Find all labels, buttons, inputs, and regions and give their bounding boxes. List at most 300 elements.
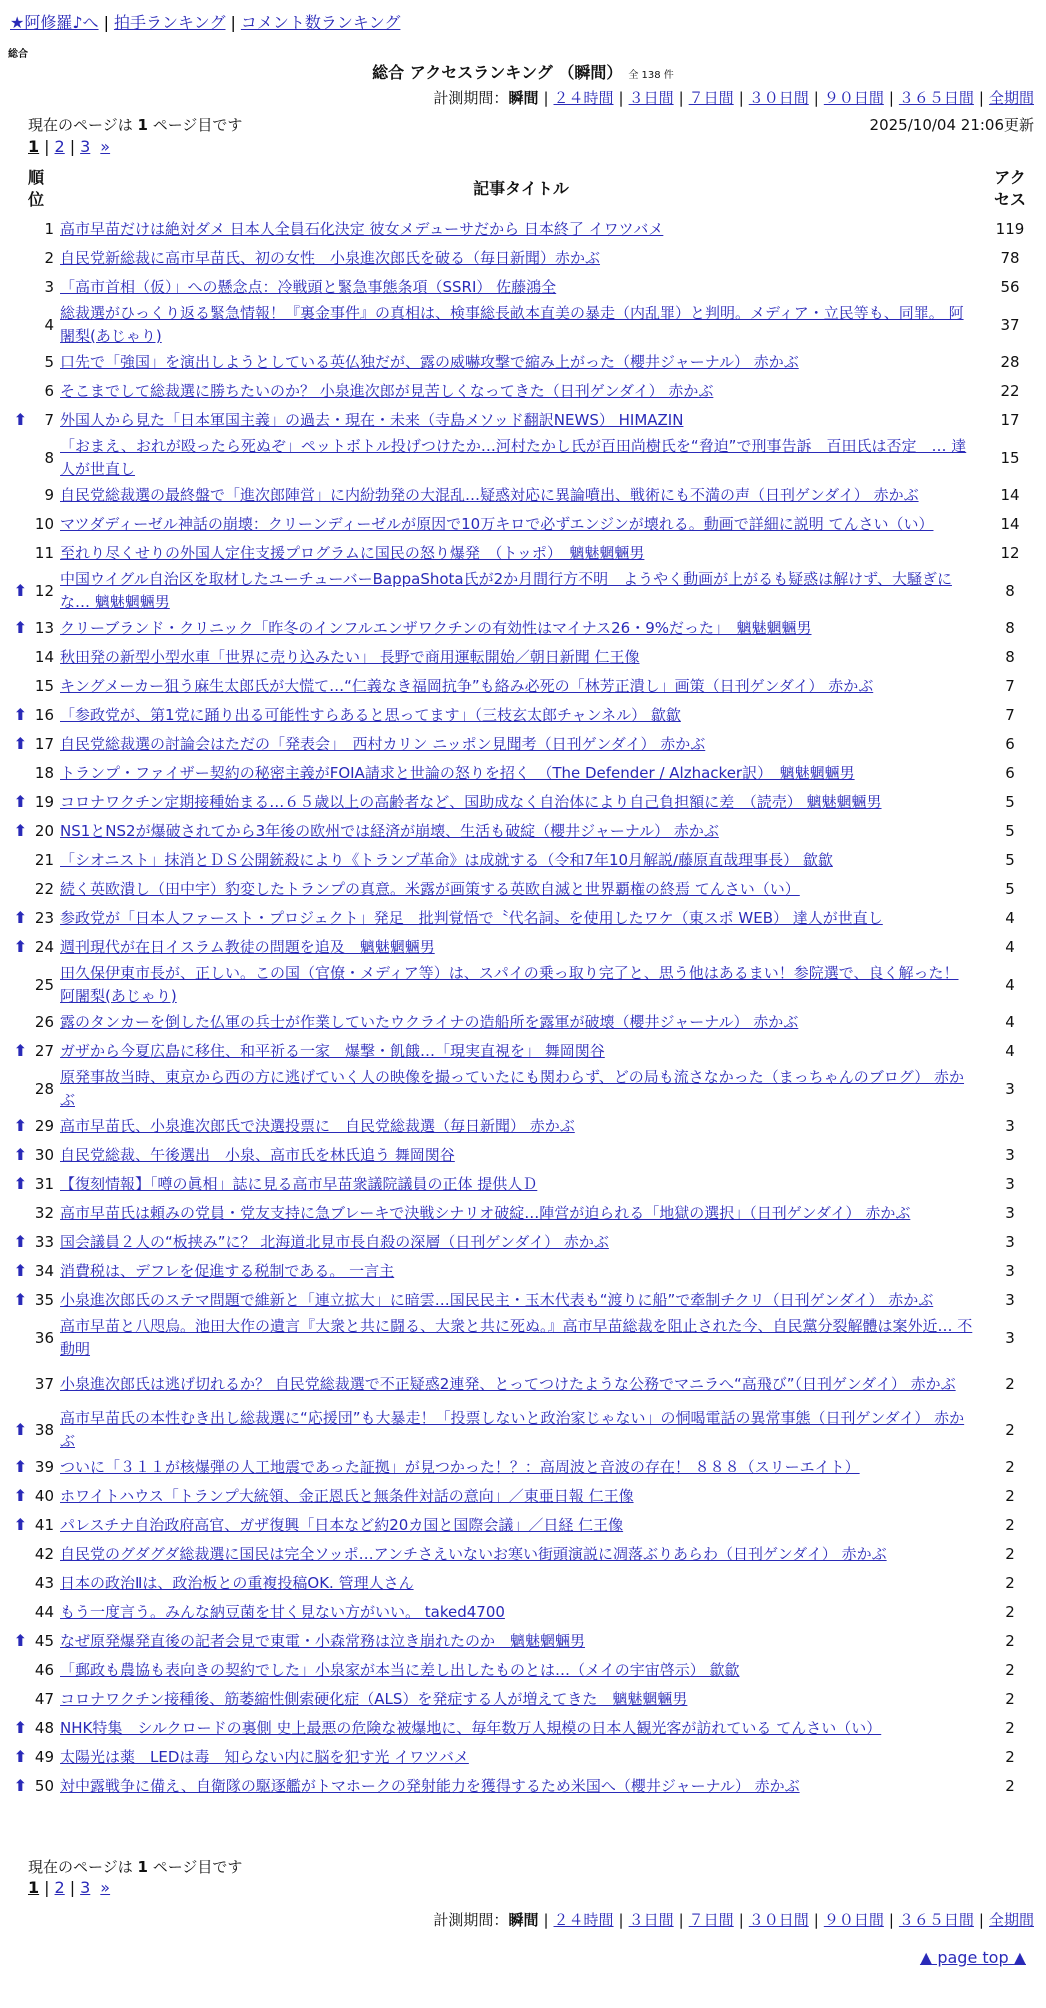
table-row: [10, 273, 1036, 302]
rank-cell: 1: [44, 220, 54, 238]
title-cell: [58, 1315, 984, 1361]
period-selector-bottom: [433, 1909, 1034, 1930]
article-link[interactable]: 「シオニスト」抹消とＤＳ公開銃殺により《トランプ革命》は成就する（令和7年10月解説/藤原直哉理事長） 歙歙: [60, 851, 833, 869]
access-count: 6: [1005, 735, 1015, 753]
trend-cell: [10, 244, 31, 273]
period-link-7[interactable]: 全期間: [988, 1911, 1034, 1929]
article-link[interactable]: コロナワクチン定期接種始まる…６５歳以上の高齢者など、国助成なく自治体により自己負担額に差 （読売） 魑魅魍魎男: [60, 793, 882, 811]
period-link-4[interactable]: ３０日間: [748, 1911, 809, 1929]
up-arrow-icon: ⬆: [13, 821, 28, 840]
home-link[interactable]: ★阿修羅♪へ: [10, 13, 99, 32]
rank-cell: 27: [34, 1042, 54, 1060]
period-link-2[interactable]: ３日間: [628, 1911, 674, 1929]
access-count: 3: [1005, 1204, 1015, 1222]
up-arrow-icon: ⬆: [13, 1232, 28, 1251]
title-cell: [58, 435, 984, 481]
article-link[interactable]: 「郵政も農協も表向きの契約でした」小泉家が本当に差し出したものとは…（メイの宇宙啓示） 歙歙: [60, 1661, 740, 1679]
article-link[interactable]: ついに「３１１が核爆弾の人工地震であった証拠」が見つかった！？：高周波と音波の存在！ ８８８（スリーエイト）: [60, 1458, 860, 1476]
page-top-link[interactable]: ▲ page top ▲: [919, 1948, 1026, 1967]
table-row: [10, 1407, 1036, 1453]
title-cell: [58, 1407, 984, 1453]
trend-cell: [10, 1569, 31, 1598]
trend-cell: [10, 1772, 31, 1801]
trend-cell: [10, 1257, 31, 1286]
article-link[interactable]: 原発事故当時、東京から西の方に逃げていく人の映像を撮っていたにも関わらず、どの局も流さなかった（まっちゃんのブログ） 赤かぶ: [60, 1068, 965, 1109]
article-link[interactable]: もう一度言う。みんな納豆菌を甘く見ない方がいい。 taked4700: [60, 1603, 505, 1621]
table-row: [10, 962, 1036, 1008]
table-row: [10, 1714, 1036, 1743]
access-count: 7: [1005, 706, 1015, 724]
article-link[interactable]: クリーブランド・クリニック「昨冬のインフルエンザワクチンの有効性はマイナス26・9%だった」 魑魅魍魎男: [60, 619, 812, 637]
rank-cell: 5: [44, 353, 54, 371]
article-link[interactable]: 「おまえ、おれが殴ったら死ぬぞ」ペットボトル投げつけたか…河村たかし氏が百田尚樹氏を“脅迫”で刑事告訴 百田氏は否定 … 達人が世直し: [60, 437, 967, 478]
article-link[interactable]: 小泉進次郎氏は逃げ切れるか？ 自民党総裁選で不正疑惑2連発、とってつけたような公務でマニラへ“高飛び”（日刊ゲンダイ） 赤かぶ: [60, 1374, 956, 1393]
rank-cell: 42: [34, 1545, 54, 1563]
trend-cell: [10, 1627, 31, 1656]
period-label: 計測期間：: [433, 89, 509, 107]
trend-cell: [10, 215, 31, 244]
title-cell: [58, 348, 984, 377]
trend-cell: [10, 510, 31, 539]
trend-cell: [10, 846, 31, 875]
table-row: [10, 510, 1036, 539]
rank-cell: 45: [34, 1632, 54, 1650]
access-count: 2: [1005, 1632, 1015, 1650]
trend-cell: [10, 539, 31, 568]
trend-cell: [10, 875, 31, 904]
article-link[interactable]: NHK特集 シルクロードの裏側 史上最悪の危険な被爆地に、毎年数万人規模の日本人観光客が訪れている てんさい（い）: [60, 1719, 882, 1737]
access-count: 2: [1005, 1777, 1015, 1795]
trend-cell: [10, 1656, 31, 1685]
trend-cell: [10, 273, 31, 302]
article-link[interactable]: 「高市首相（仮）」への懸念点：冷戦頭と緊急事態条項（SSRI） 佐藤鴻全: [60, 278, 557, 296]
article-link[interactable]: 高市早苗だけは絶対ダメ 日本人全員石化決定 彼女メデューサだから 日本終了 イワツバメ: [60, 220, 664, 238]
rank-cell: 21: [34, 851, 54, 869]
up-arrow-icon: ⬆: [13, 1174, 28, 1193]
access-count: 2: [1005, 1574, 1015, 1592]
article-link[interactable]: 参政党が「日本人ファースト・プロジェクト」発足 批判覚悟で〝代名詞〟を使用したワケ（東スポ WEB） 達人が世直し: [60, 909, 883, 927]
pager-bottom: [28, 1878, 110, 1897]
title-cell: [58, 1141, 984, 1170]
rank-cell: 50: [34, 1777, 54, 1795]
article-link[interactable]: 秋田発の新型小型水車「世界に売り込みたい」 長野で商用運転開始／朝日新聞 仁王像: [60, 648, 640, 666]
access-count: 2: [1005, 1420, 1015, 1439]
access-count: 2: [1005, 1690, 1015, 1708]
rank-cell: 41: [34, 1516, 54, 1534]
table-row: [10, 215, 1036, 244]
title-cell: [58, 817, 984, 846]
up-arrow-icon: ⬆: [13, 705, 28, 724]
rank-cell: 23: [34, 909, 54, 927]
table-row: [10, 1199, 1036, 1228]
table-row: [10, 1598, 1036, 1627]
article-link[interactable]: コロナワクチン接種後、筋萎縮性側索硬化症（ALS）を発症する人が増えてきた 魑魅魍魎男: [60, 1690, 688, 1708]
period-link-5[interactable]: ９０日間: [823, 1911, 884, 1929]
title-cell: [58, 1685, 984, 1714]
title-cell: [58, 539, 984, 568]
article-link[interactable]: ホワイトハウス「トランプ大統領、金正恩氏と無条件対話の意向」／東亜日報 仁王像: [60, 1487, 634, 1505]
article-link[interactable]: ガザから今夏広島に移住、和平祈る一家 爆撃・飢餓…「現実直視を」 舞岡関谷: [60, 1042, 605, 1060]
up-arrow-icon: ⬆: [13, 410, 28, 429]
rank-cell: 9: [44, 486, 54, 504]
article-link[interactable]: 日本の政治Ⅱは、政治板との重複投稿OK. 管理人さん: [60, 1574, 414, 1592]
up-arrow-icon: ⬆: [13, 1718, 28, 1737]
period-link-1[interactable]: ２４時間: [553, 1911, 614, 1929]
table-row: [10, 788, 1036, 817]
trend-cell: [10, 1743, 31, 1772]
article-link[interactable]: 「参政党が、第1党に踊り出る可能性すらあると思ってます」（三枝玄太郎チャンネル） 歙歙: [60, 706, 681, 724]
title-cell: [58, 846, 984, 875]
trend-cell: [10, 1228, 31, 1257]
article-link[interactable]: 露のタンカーを倒した仏軍の兵士が作業していたウクライナの造船所を露軍が破壊（櫻井ジャーナル） 赤かぶ: [60, 1013, 799, 1031]
title-cell: [58, 406, 984, 435]
access-count: 3: [1005, 1262, 1015, 1280]
rank-header: 順位: [27, 168, 44, 209]
access-count: 56: [1000, 278, 1020, 296]
trend-cell: [10, 730, 31, 759]
rank-cell: 3: [44, 278, 54, 296]
trend-cell: [10, 1540, 31, 1569]
period-link-4[interactable]: ３０日間: [748, 89, 809, 107]
table-row: [10, 904, 1036, 933]
title-cell: [58, 730, 984, 759]
period-link-1[interactable]: ２４時間: [553, 89, 614, 107]
article-link[interactable]: 太陽光は薬 LEDは毒 知らない内に脳を犯す光 イワツバメ: [60, 1748, 469, 1766]
page-title-text: 総合 アクセスランキング （瞬間）: [372, 63, 623, 82]
article-link[interactable]: 中国ウイグル自治区を取材したユーチューバーBappaShota氏が2か月間行方不明 ようやく動画が上がるも疑惑は解けず、大騒ぎにな… 魑魅魍魎男: [60, 570, 952, 611]
period-link-3[interactable]: ７日間: [688, 1911, 734, 1929]
title-cell: [58, 481, 984, 510]
period-separator: |: [618, 89, 624, 107]
pager-link-3[interactable]: 3: [80, 1878, 91, 1897]
up-arrow-icon: ⬆: [13, 1145, 28, 1164]
article-link[interactable]: トランプ・ファイザー契約の秘密主義がFOIA請求と世論の怒りを招く （The Defender / Alzhacker訳） 魑魅魍魎男: [60, 764, 855, 782]
table-row: [10, 1627, 1036, 1656]
article-link[interactable]: 高市早苗氏は頼みの党員・党友支持に急ブレーキで決戦シナリオ破綻…陣営が迫られる「地獄の選択」（日刊ゲンダイ） 赤かぶ: [60, 1204, 911, 1222]
access-count: 37: [1000, 315, 1020, 334]
page-top-link-wrap: [920, 1948, 1026, 1967]
trend-cell: [10, 788, 31, 817]
rank-cell: 36: [34, 1328, 54, 1347]
access-count: 3: [1005, 1146, 1015, 1164]
article-link[interactable]: 【復刻情報】「噂の眞相」誌に見る高市早苗衆議院議員の正体 提供人Ｄ: [60, 1175, 538, 1193]
access-count: 2: [1005, 1661, 1015, 1679]
table-row: [10, 1141, 1036, 1170]
table-row: [10, 1482, 1036, 1511]
article-link[interactable]: 自民党総裁選の最終盤で「進次郎陣営」に内紛勃発の大混乱…疑惑対応に異論噴出、戦術にも不満の声（日刊ゲンダイ） 赤かぶ: [60, 486, 919, 504]
period-separator: |: [738, 1911, 744, 1929]
access-count: 2: [1005, 1545, 1015, 1563]
up-arrow-icon: ⬆: [13, 580, 28, 600]
title-cell: [58, 759, 984, 788]
table-row: [10, 643, 1036, 672]
up-arrow-icon: ⬆: [13, 734, 28, 753]
access-count: 119: [995, 220, 1025, 238]
table-row: [10, 1257, 1036, 1286]
table-row: [10, 1315, 1036, 1361]
article-link[interactable]: 国会議員２人の“板挟み”に？ 北海道北見市長自殺の深層（日刊ゲンダイ） 赤かぶ: [60, 1233, 609, 1251]
period-link-6[interactable]: ３６５日間: [898, 89, 974, 107]
rank-cell: 19: [34, 793, 54, 811]
up-arrow-icon: ⬆: [13, 618, 28, 637]
rank-cell: 38: [34, 1420, 54, 1439]
table-row: [10, 1656, 1036, 1685]
period-separator: |: [618, 1911, 624, 1929]
trend-cell: [10, 817, 31, 846]
article-link[interactable]: 消費税は、デフレを促進する税制である。 一言主: [60, 1262, 395, 1280]
access-count: 5: [1005, 822, 1015, 840]
period-separator: |: [543, 1911, 549, 1929]
trend-cell: [10, 614, 31, 643]
access-count: 4: [1005, 1013, 1015, 1031]
title-cell: [58, 1361, 984, 1407]
nav-separator: |: [103, 13, 109, 32]
article-link[interactable]: 口先で「強国」を演出しようとしている英仏独だが、露の威嚇攻撃で縮み上がった（櫻井ジャーナル） 赤かぶ: [60, 353, 799, 371]
pager-link-2[interactable]: 2: [54, 137, 65, 156]
trend-cell: [10, 1037, 31, 1066]
title-cell: [58, 1656, 984, 1685]
title-cell: [58, 1037, 984, 1066]
rank-cell: 20: [34, 822, 54, 840]
article-link[interactable]: 外国人から見た「日本軍国主義」の過去・現在・未来（寺島メソッド翻訳NEWS） HIMAZIN: [60, 411, 684, 429]
article-link[interactable]: 高市早苗氏の本性むき出し総裁選に“応援団”も大暴走！「投票しないと政治家じゃない」の恫喝電話の異常事態（日刊ゲンダイ） 赤かぶ: [60, 1409, 965, 1450]
access-count: 3: [1005, 1117, 1015, 1135]
period-link-5[interactable]: ９０日間: [823, 89, 884, 107]
table-row: [10, 1112, 1036, 1141]
access-count: 4: [1005, 909, 1015, 927]
article-link[interactable]: 対中露戦争に備え、自衛隊の駆逐艦がトマホークの発射能力を獲得するため米国へ（櫻井ジャーナル） 赤かぶ: [60, 1777, 800, 1795]
page-info-prefix: 現在のページは: [28, 116, 133, 134]
access-count: 4: [1005, 938, 1015, 956]
page-info-top: [28, 114, 242, 135]
title-cell: [58, 568, 984, 614]
trend-cell: [10, 701, 31, 730]
access-count: 2: [1005, 1374, 1015, 1393]
rank-cell: 17: [34, 735, 54, 753]
period-current: 瞬間: [508, 1911, 539, 1929]
title-cell: [58, 1170, 984, 1199]
trend-cell: [10, 1112, 31, 1141]
trend-cell: [10, 1598, 31, 1627]
article-link[interactable]: 小泉進次郎氏のステマ問題で維新と「連立拡大」に暗雲…国民民主・玉木代表も“渡りに船”で牽制チクリ（日刊ゲンダイ） 赤かぶ: [60, 1291, 934, 1309]
table-row: [10, 875, 1036, 904]
table-row: [10, 539, 1036, 568]
rank-cell: 28: [34, 1079, 54, 1098]
title-cell: [58, 1772, 984, 1801]
title-cell: [58, 1569, 984, 1598]
comment-ranking-link[interactable]: コメント数ランキング: [240, 13, 401, 32]
article-link[interactable]: 自民党総裁、午後選出 小泉、高市氏を林氏追う 舞岡関谷: [60, 1146, 455, 1164]
table-row: [10, 1743, 1036, 1772]
title-header: 記事タイトル: [473, 179, 569, 198]
table-row: [10, 817, 1036, 846]
table-row: [10, 1066, 1036, 1112]
access-count: 2: [1005, 1719, 1015, 1737]
table-row: [10, 377, 1036, 406]
rank-cell: 15: [34, 677, 54, 695]
title-cell: [58, 1511, 984, 1540]
period-separator: |: [543, 89, 549, 107]
access-count: 2: [1005, 1603, 1015, 1621]
rank-cell: 7: [44, 411, 54, 429]
period-separator: |: [813, 89, 819, 107]
access-count: 2: [1005, 1748, 1015, 1766]
rank-cell: 24: [34, 938, 54, 956]
period-link-3[interactable]: ７日間: [688, 89, 734, 107]
period-link-2[interactable]: ３日間: [628, 89, 674, 107]
period-separator: |: [678, 89, 684, 107]
rank-cell: 12: [34, 581, 54, 600]
trend-cell: [10, 1482, 31, 1511]
pager-link-2[interactable]: 2: [54, 1878, 65, 1897]
period-link-6[interactable]: ３６５日間: [898, 1911, 974, 1929]
rank-cell: 22: [34, 880, 54, 898]
access-count: 6: [1005, 764, 1015, 782]
table-row: [10, 1511, 1036, 1540]
article-link[interactable]: NS1とNS2が爆破されてから3年後の欧州では経済が崩壊、生活も破綻（櫻井ジャーナル） 赤かぶ: [60, 822, 719, 840]
article-link[interactable]: 高市早苗氏、小泉進次郎氏で決選投票に 自民党総裁選（毎日新聞） 赤かぶ: [60, 1117, 575, 1135]
access-count: 3: [1005, 1291, 1015, 1309]
access-count: 22: [1000, 382, 1020, 400]
item-count: 全 138 件: [628, 70, 674, 81]
title-cell: [58, 1627, 984, 1656]
rank-cell: 8: [44, 448, 54, 467]
table-row: [10, 1228, 1036, 1257]
title-cell: [58, 510, 984, 539]
applause-ranking-link[interactable]: 拍手ランキング: [113, 13, 226, 32]
title-cell: [58, 701, 984, 730]
title-cell: [58, 273, 984, 302]
period-link-7[interactable]: 全期間: [988, 89, 1034, 107]
table-row: [10, 302, 1036, 348]
top-nav: [10, 10, 400, 33]
article-link[interactable]: 高市早苗と八咫烏。池田大作の遺言『大衆と共に闘る、大衆と共に死ぬ。』高市早苗総裁を阻止された今、自民黨分裂解體は案外近… 不動明: [60, 1317, 973, 1358]
pager-next-link[interactable]: »: [100, 1878, 111, 1897]
rank-cell: 25: [34, 975, 54, 994]
trend-cell: [10, 348, 31, 377]
access-count: 5: [1005, 851, 1015, 869]
trend-cell: [10, 568, 31, 614]
trend-cell: [10, 962, 31, 1008]
article-link[interactable]: 続く英欧潰し（田中宇）豹変したトランプの真意。米露が画策する英欧自滅と世界覇権の終焉 てんさい（い）: [60, 880, 800, 898]
trend-cell: [10, 302, 31, 348]
title-cell: [58, 643, 984, 672]
rank-cell: 6: [44, 382, 54, 400]
title-cell: [58, 1540, 984, 1569]
rank-cell: 31: [34, 1175, 54, 1193]
article-link[interactable]: そこまでして総裁選に勝ちたいのか？ 小泉進次郎が見苦しくなってきた（日刊ゲンダイ） 赤かぶ: [60, 382, 714, 400]
article-link[interactable]: 至れり尽くせりの外国人定住支援プログラムに国民の怒り爆発 （トッポ） 魑魅魍魎男: [60, 544, 645, 562]
access-count: 14: [1000, 515, 1020, 533]
pager-link-3[interactable]: 3: [80, 137, 91, 156]
table-row: [10, 1170, 1036, 1199]
table-row: [10, 672, 1036, 701]
title-cell: [58, 962, 984, 1008]
title-cell: [58, 1598, 984, 1627]
rank-cell: 34: [34, 1262, 54, 1280]
trend-cell: [10, 1286, 31, 1315]
access-count: 15: [1000, 448, 1020, 467]
access-count: 12: [1000, 544, 1020, 562]
title-cell: [58, 614, 984, 643]
table-row: [10, 1569, 1036, 1598]
table-row: [10, 614, 1036, 643]
title-cell: [58, 1066, 984, 1112]
trend-cell: [10, 1315, 31, 1361]
rank-cell: 29: [34, 1117, 54, 1135]
up-arrow-icon: ⬆: [13, 1631, 28, 1650]
article-link[interactable]: 田久保伊東市長が、正しい。この国（官僚・メディア等）は、スパイの乗っ取り完了と、思う他はあるまい！参院選で、良く解った！ 阿闍梨(あじゃり): [60, 964, 959, 1005]
page-info-suffix: ページ目です: [152, 1858, 243, 1876]
up-arrow-icon: ⬆: [13, 937, 28, 956]
table-row: [10, 481, 1036, 510]
title-cell: [58, 1482, 984, 1511]
access-count: 28: [1000, 353, 1020, 371]
table-row: [10, 1361, 1036, 1407]
table-row: [10, 1453, 1036, 1482]
access-count: 8: [1005, 619, 1015, 637]
rank-cell: 49: [34, 1748, 54, 1766]
period-separator: |: [888, 89, 894, 107]
title-cell: [58, 215, 984, 244]
table-row: [10, 730, 1036, 759]
article-link[interactable]: 総裁選がひっくり返る緊急情報！『裏金事件』の真相は、検事総長畝本直美の暴走（内乱罪）と判明。メディア・立民等も、同罪。 阿闍梨(あじゃり): [60, 304, 964, 345]
article-link[interactable]: 週刊現代が在日イスラム教徒の問題を追及 魑魅魍魎男: [60, 938, 435, 956]
rank-cell: 44: [34, 1603, 54, 1621]
article-link[interactable]: 自民党総裁選の討論会はただの「発表会」 西村カリン ニッポン見聞考（日刊ゲンダイ） 赤かぶ: [60, 735, 706, 753]
article-link[interactable]: マツダディーゼル神話の崩壊：クリーンディーゼルが原因で10万キロで必ずエンジンが壊れる。動画で詳細に説明 てんさい（い）: [60, 515, 934, 533]
up-arrow-icon: ⬆: [13, 1776, 28, 1795]
trend-cell: [10, 1361, 31, 1407]
article-link[interactable]: 自民党新総裁に高市早苗氏、初の女性 小泉進次郎氏を破る（毎日新聞）赤かぶ: [60, 249, 601, 267]
table-row: [10, 435, 1036, 481]
updated-time: 2025/10/04 21:06更新: [869, 116, 1034, 134]
pager-separator: |: [44, 1878, 50, 1897]
article-link[interactable]: なぜ原発爆発直後の記者会見で東電・小森常務は泣き崩れたのか 魑魅魍魎男: [60, 1632, 586, 1650]
rank-cell: 26: [34, 1013, 54, 1031]
period-separator: |: [738, 89, 744, 107]
rank-cell: 33: [34, 1233, 54, 1251]
title-cell: [58, 1257, 984, 1286]
rank-cell: 13: [34, 619, 54, 637]
table-row: [10, 244, 1036, 273]
rank-cell: 11: [34, 544, 54, 562]
rank-cell: 46: [34, 1661, 54, 1679]
table-row: [10, 1540, 1036, 1569]
table-row: [10, 406, 1036, 435]
trend-cell: [10, 1170, 31, 1199]
rank-cell: 40: [34, 1487, 54, 1505]
trend-cell: [10, 481, 31, 510]
up-arrow-icon: ⬆: [13, 792, 28, 811]
title-cell: [58, 1199, 984, 1228]
period-label: 計測期間：: [433, 1911, 509, 1929]
article-link[interactable]: キングメーカー狙う麻生太郎氏が大慌て…“仁義なき福岡抗争”も絡み必死の「林芳正潰し」画策（日刊ゲンダイ） 赤かぶ: [60, 677, 874, 695]
article-link[interactable]: パレスチナ自治政府高官、ガザ復興「日本など約20カ国と国際会議」／日経 仁王像: [60, 1516, 624, 1534]
article-link[interactable]: 自民党のグダグダ総裁選に国民は完全ソッポ…アンチさえいないお寒い街頭演説に凋落ぶりあらわ（日刊ゲンダイ） 赤かぶ: [60, 1545, 887, 1563]
up-arrow-icon: ⬆: [13, 1290, 28, 1309]
pager-separator: |: [69, 1878, 76, 1897]
up-arrow-icon: ⬆: [13, 1515, 28, 1534]
table-row: [10, 348, 1036, 377]
pager-next-link[interactable]: »: [100, 137, 111, 156]
pager-separator: |: [44, 137, 50, 156]
trend-cell: [10, 1453, 31, 1482]
up-arrow-icon: ⬆: [13, 1041, 28, 1060]
trend-cell: [10, 1407, 31, 1453]
page-info-bottom: [28, 1856, 242, 1877]
up-arrow-icon: ⬆: [13, 1116, 28, 1135]
